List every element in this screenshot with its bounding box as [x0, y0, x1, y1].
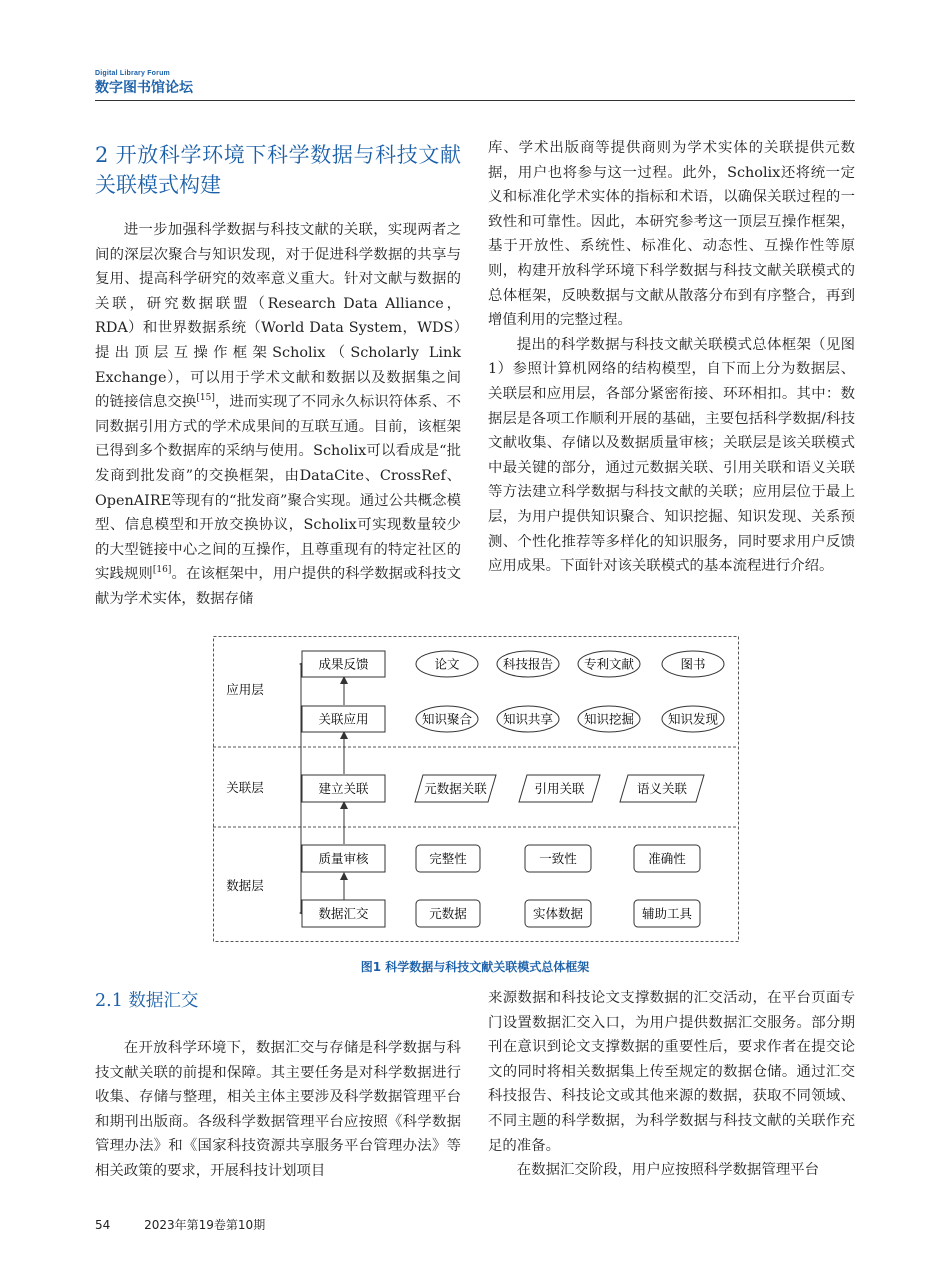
svg-text:知识挖掘: 知识挖掘: [583, 711, 635, 727]
issue-info: 2023年第19卷第10期: [144, 1218, 266, 1232]
page-number: 54: [95, 1218, 111, 1232]
flow-box-collection: [302, 900, 385, 927]
svg-text:一致性: 一致性: [539, 851, 577, 866]
journal-logo-english: Digital Library Forum: [95, 70, 170, 77]
svg-text:准确性: 准确性: [648, 851, 686, 866]
left-column: [95, 140, 461, 612]
bottom-left-column: [95, 988, 461, 1184]
svg-text:关联应用: 关联应用: [318, 711, 369, 727]
svg-text:科技报告: 科技报告: [502, 656, 554, 672]
flow-box-application: [302, 706, 385, 732]
page-footer: [95, 1216, 265, 1233]
svg-text:质量审核: 质量审核: [318, 851, 369, 866]
svg-text:引用关联: 引用关联: [534, 781, 585, 796]
svg-text:专利文献: 专利文献: [583, 656, 635, 672]
svg-text:论文: 论文: [434, 656, 460, 672]
framework-figure: [213, 636, 739, 942]
flow-box-quality: [302, 845, 385, 872]
flow-box-establish: [302, 775, 385, 802]
ellipse-row-output: [416, 651, 724, 677]
body-paragraph: 库、学术出版商等提供商则为学术实体的关联提供元数据，用户也将参与这一过程。此外，Scholix还将统一定义和标准化学术实体的指标和术语，以确保关联过程的一致性和可靠性。因此，本研究参考这一顶层互操作框架，基于开放性、系统性、标准化、动态性、互操作性等原则，构建开放科学环境下科学数据与科技文献关联模式的总体框架，反映数据与文献从散落分布到有序整合，再到增值利用的完整过程。: [488, 140, 855, 329]
bottom-right-column: [488, 986, 855, 1183]
layer-label-relation: 关联层: [226, 780, 264, 795]
svg-text:知识发现: 知识发现: [667, 711, 719, 727]
ellipse-row-knowledge: [416, 706, 724, 732]
subsection-heading: 2.1 数据汇交: [95, 991, 199, 1011]
svg-text:图书: 图书: [680, 656, 706, 672]
page-header: [95, 66, 855, 101]
citation-ref[interactable]: [15]: [196, 393, 215, 404]
journal-logo-chinese: 数字图书馆论坛: [95, 80, 193, 96]
layer-label-data: 数据层: [226, 878, 264, 893]
figure-caption: 图1 科学数据与科技文献关联模式总体框架: [360, 960, 590, 974]
body-paragraph: 提出的科学数据与科技文献关联模式总体框架（见图1）参照计算机网络的结构模型，自下而上分为数据层、关联层和应用层，各部分紧密衔接、环环相扣。其中：数据层是各项工作顺利开展的基础，主要包括科学数据/科技文献收集、存储以及数据质量审核；关联层是该关联模式中最关键的部分，通过元数据关联、引用关联和语义关联等方法建立科学数据与科技文献的关联；应用层位于最上层，为用户提供知识聚合、知识挖掘、知识发现、关系预测、个性化推荐等多样化的知识服务，同时要求用户反馈应用成果。下面针对该关联模式的基本流程进行介绍。: [488, 336, 855, 575]
svg-text:建立关联: 建立关联: [318, 781, 369, 796]
svg-text:数据汇交: 数据汇交: [318, 906, 369, 921]
svg-text:成果反馈: 成果反馈: [318, 656, 369, 672]
body-paragraph: 在数据汇交阶段，用户应按照科学数据管理平台: [516, 1162, 820, 1179]
svg-text:实体数据: 实体数据: [532, 906, 584, 921]
rounded-row-quality: [416, 845, 700, 872]
body-paragraph: 在开放科学环境下，数据汇交与存储是科学数据与科技文献关联的前提和保障。其主要任务是对科学数据进行收集、存储与整理，相关主体主要涉及科学数据管理平台和期刊出版商。各级科学数据管理平台应按照《科学数据管理办法》和《国家科技资源共享服务平台管理办法》等相关政策的要求，开展科技计划项目: [95, 1040, 461, 1179]
layer-label-application: 应用层: [226, 682, 264, 697]
flow-box-feedback: [302, 651, 385, 677]
citation-ref[interactable]: [16]: [152, 565, 172, 576]
svg-text:知识共享: 知识共享: [502, 711, 554, 727]
right-column: [488, 136, 855, 579]
svg-text:语义关联: 语义关联: [636, 781, 688, 796]
parallelogram-row-relation: [415, 775, 704, 802]
body-paragraph: 来源数据和科技论文支撑数据的汇交活动，在平台页面专门设置数据汇交入口，为用户提供数据汇交服务。部分期刊在意识到论文支撑数据的重要性后，要求作者在提交论文的同时将相关数据集上传至规定的数据仓储。通过汇交科技报告、科技论文或其他来源的数据，获取不同领域、不同主题的科学数据，为科学数据与科技文献的关联作充足的准备。: [488, 990, 855, 1154]
svg-text:元数据关联: 元数据关联: [424, 781, 487, 796]
body-paragraph: 进一步加强科学数据与科技文献的关联，实现两者之间的深层次聚合与知识发现，对于促进科学数据的共享与复用、提高科学研究的效率意义重大。针对文献与数据的关联，研究数据联盟（Research Data Alliance，RDA）和世界数据系统（World Data System，WDS）提出顶层互操作框架Scholix（Scholarly Link Exchange），可以用于学术文献和数据以及数据集之间的链接信息交换[15]，进而实现了不同永久标识符体系、不同数据引用方式的学术成果间的互联互通。目前，该框架已得到多个数据库的采纳与使用。Scholix可以看成是“批发商到批发商”的交换框架，由DataCite、CrossRef、OpenAIRE等现有的“批发商”聚合实现。通过公共概念模型、信息模型和开放交换协议，Scholix可实现数量较少的大型链接中心之间的互操作，且尊重现有的特定社区的实践规则[16]。在该框架中，用户提供的科学数据或科技文献为学术实体，数据存储: [95, 222, 461, 607]
svg-text:元数据: 元数据: [429, 906, 467, 921]
svg-text:辅助工具: 辅助工具: [641, 906, 693, 921]
svg-text:知识聚合: 知识聚合: [421, 711, 473, 727]
section-title: 2 开放科学环境下科学数据与科技文献关联模式构建: [95, 143, 461, 197]
rounded-row-data: [416, 900, 700, 927]
svg-text:完整性: 完整性: [429, 851, 467, 866]
